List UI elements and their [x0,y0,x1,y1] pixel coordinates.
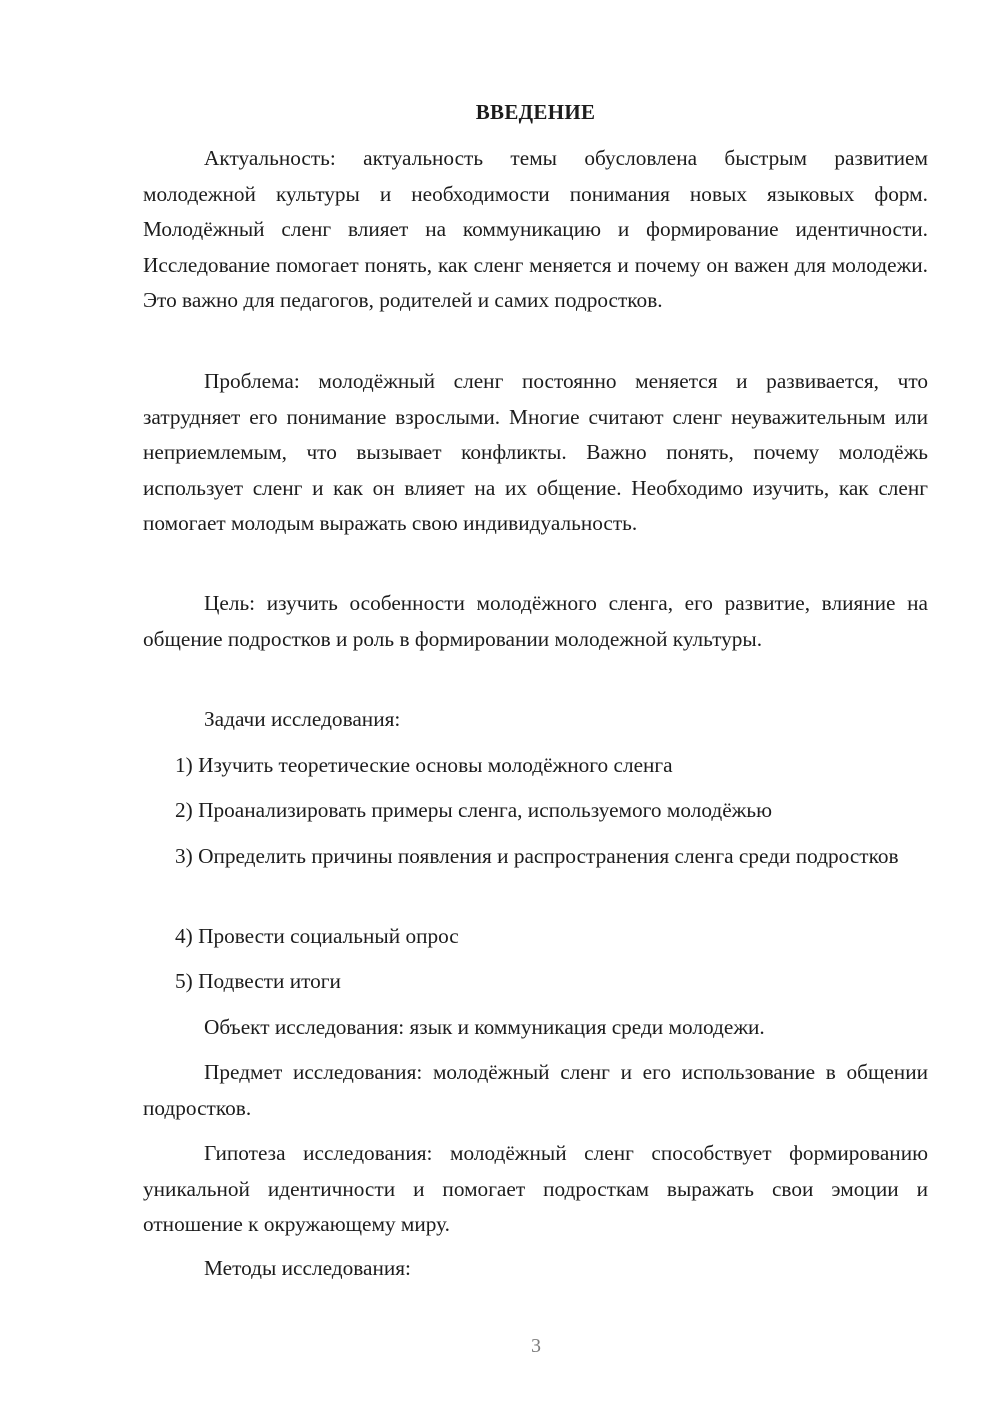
tasks-heading: Задачи исследования: [204,707,401,731]
goal-paragraph: Цель: изучить особенности молодёжного сленга, его развитие, влияние на общение подростков и роль в формировании молодежной культуры. [143,591,928,651]
hypothesis-paragraph: Гипотеза исследования: молодёжный сленг способствует формированию уникальной идентичности и помогает подросткам выражать свои эмоции и отношение к окружающему миру. [143,1141,928,1236]
page-title: ВВЕДЕНИЕ [475,100,596,124]
subject-paragraph: Предмет исследования: молодёжный сленг и его использование в общении подростков. [143,1060,928,1120]
page-number: 3 [531,1335,541,1357]
task-item: 4) Провести социальный опрос [175,924,459,948]
relevance-paragraph: Актуальность: актуальность темы обусловлена быстрым развитием молодежной культуры и необходимости понимания новых языковых форм. Молодёжный сленг влияет на коммуникацию и формирование идентичности. Исследование помогает понять, как сленг меняется и почему он важен для молодежи. Это важно для педагогов, родителей и самих подростков. [143,146,928,312]
object-paragraph: Объект исследования: язык и коммуникация среди молодежи. [204,1015,765,1039]
task-item: 1) Изучить теоретические основы молодёжного сленга [175,753,673,777]
problem-paragraph: Проблема: молодёжный сленг постоянно меняется и развивается, что затрудняет его понимание взрослыми. Многие считают сленг неуважительным или неприемлемым, что вызывает конфликты. Важно понять, почему молодёжь использует сленг и как он влияет на их общение. Необходимо изучить, как сленг помогает молодым выражать свою индивидуальность. [143,369,928,535]
task-item: 5) Подвести итоги [175,969,341,993]
task-item: 3) Определить причины появления и распространения сленга среди подростков [175,844,899,868]
methods-heading: Методы исследования: [204,1256,411,1280]
task-item: 2) Проанализировать примеры сленга, используемого молодёжью [175,798,772,822]
